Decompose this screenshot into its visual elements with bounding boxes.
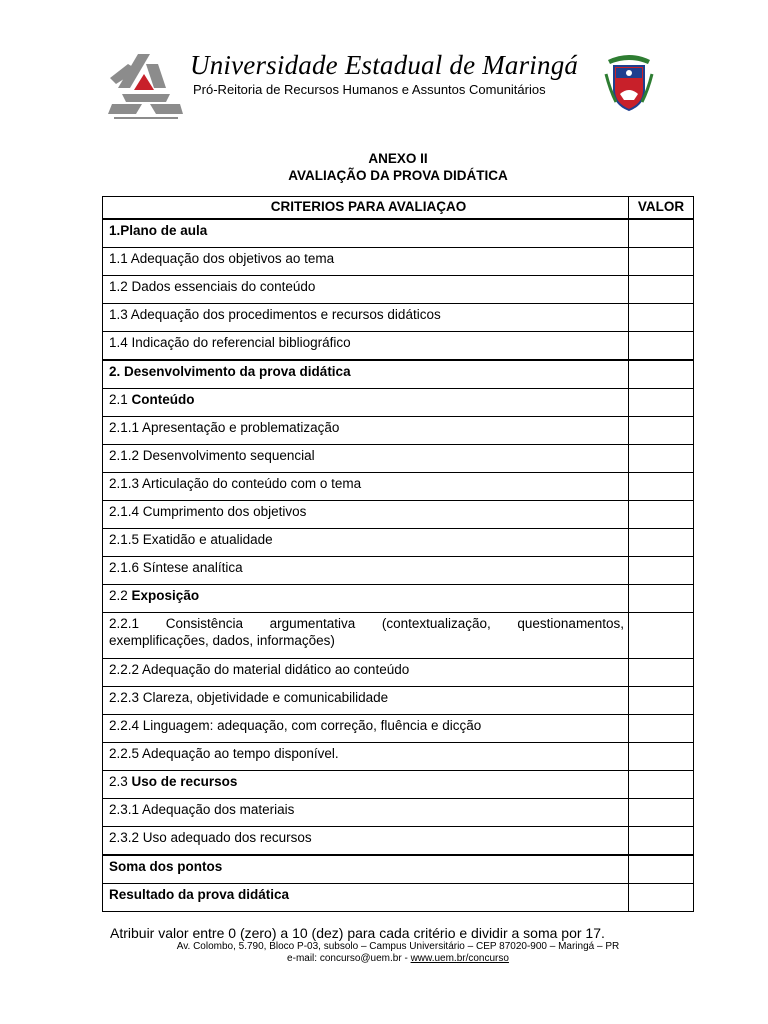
value-cell[interactable] [629,360,694,389]
criteria-cell: 2.3.2 Uso adequado dos recursos [103,827,629,856]
criteria-cell: 1.Plano de aula [103,219,629,248]
value-cell[interactable] [629,613,694,659]
section-label: Exposição [131,588,200,603]
annex-heading: AVALIAÇÃO DA PROVA DIDÁTICA [288,168,508,183]
criteria-cell: 2. Desenvolvimento da prova didática [103,360,629,389]
annex-title [0,150,768,184]
value-cell[interactable] [629,659,694,687]
value-cell[interactable] [629,248,694,276]
parana-coat-of-arms-icon [604,50,654,112]
criteria-cell [103,389,629,417]
value-cell[interactable] [629,304,694,332]
section-number: 2.3 [109,774,128,789]
table-row [103,360,694,389]
criteria-cell [103,771,629,799]
page-header [0,0,768,130]
value-cell[interactable] [629,715,694,743]
table-row [103,884,694,912]
section-label: Conteúdo [131,392,195,407]
value-cell[interactable] [629,417,694,445]
criteria-cell: 2.3.1 Adequação dos materiais [103,799,629,827]
instruction-text: Atribuir valor entre 0 (zero) a 10 (dez) para cada critério e dividir a soma por 17. [110,925,605,941]
footer-site-link[interactable]: www.uem.br/concurso [410,953,509,964]
value-cell[interactable] [629,445,694,473]
criteria-cell: 2.2.3 Clareza, objetividade e comunicabilidade [103,687,629,715]
value-cell[interactable] [629,827,694,856]
value-cell[interactable] [629,743,694,771]
table-row [103,557,694,585]
table-row [103,855,694,884]
value-cell[interactable] [629,276,694,304]
criteria-cell: 2.1.2 Desenvolvimento sequencial [103,445,629,473]
table-row [103,276,694,304]
criteria-table [102,196,694,912]
criteria-cell: Soma dos pontos [103,855,629,884]
justified-line: 2.2.1 Consistência argumentativa (contextualização, questionamentos, [109,616,624,631]
criteria-cell: 1.1 Adequação dos objetivos ao tema [103,248,629,276]
criteria-cell: Resultado da prova didática [103,884,629,912]
value-cell[interactable] [629,855,694,884]
value-cell[interactable] [629,529,694,557]
table-row [103,473,694,501]
section-number: 2.1 [109,392,128,407]
continuation-line: exemplificações, dados, informações) [109,633,335,648]
value-cell[interactable] [629,771,694,799]
value-cell[interactable] [629,557,694,585]
table-row [103,248,694,276]
value-cell[interactable] [629,884,694,912]
criteria-cell: 2.2.4 Linguagem: adequação, com correção, fluência e dicção [103,715,629,743]
value-cell[interactable] [629,389,694,417]
criteria-cell: 2.2.2 Adequação do material didático ao conteúdo [103,659,629,687]
table-row [103,715,694,743]
footer-address: Av. Colombo, 5.790, Bloco P-03, subsolo – Campus Universitário – CEP 87020-900 – Maringá – PR [176,941,620,952]
table-row [103,501,694,529]
criteria-cell [103,613,629,659]
criteria-cell: 2.1.5 Exatidão e atualidade [103,529,629,557]
criteria-cell: 2.2.5 Adequação ao tempo disponível. [103,743,629,771]
criteria-column-header: CRITERIOS PARA AVALIAÇAO [103,197,629,220]
value-cell[interactable] [629,332,694,361]
table-row [103,304,694,332]
table-row [103,687,694,715]
table-row [103,799,694,827]
section-label: Uso de recursos [131,774,238,789]
value-cell[interactable] [629,799,694,827]
criteria-cell: 2.1.4 Cumprimento dos objetivos [103,501,629,529]
section-number: 2.2 [109,588,128,603]
table-row [103,389,694,417]
value-cell[interactable] [629,219,694,248]
value-cell[interactable] [629,585,694,613]
table-row [103,613,694,659]
table-row [103,417,694,445]
criteria-cell: 1.4 Indicação do referencial bibliográfico [103,332,629,361]
criteria-cell: 2.1.1 Apresentação e problematização [103,417,629,445]
table-row [103,529,694,557]
table-row [103,659,694,687]
value-cell[interactable] [629,687,694,715]
footer-email: e-mail: concurso@uem.br - [287,953,411,964]
footer-contact [0,953,768,964]
value-cell[interactable] [629,473,694,501]
table-row [103,585,694,613]
table-row [103,445,694,473]
uem-logo-icon [108,44,183,122]
criteria-cell: 1.3 Adequação dos procedimentos e recursos didáticos [103,304,629,332]
criteria-cell: 2.1.6 Síntese analítica [103,557,629,585]
table-header-row [103,197,694,220]
table-row [103,332,694,361]
table-row [103,743,694,771]
criteria-cell: 1.2 Dados essenciais do conteúdo [103,276,629,304]
table-row [103,771,694,799]
university-name: Universidade Estadual de Maringá [190,50,579,80]
value-column-header: VALOR [629,197,694,220]
criteria-cell [103,585,629,613]
table-row [103,827,694,856]
annex-number: ANEXO II [368,151,428,166]
table-row [103,219,694,248]
department-name: Pró-Reitoria de Recursos Humanos e Assuntos Comunitários [193,82,546,97]
value-cell[interactable] [629,501,694,529]
criteria-cell: 2.1.3 Articulação do conteúdo com o tema [103,473,629,501]
